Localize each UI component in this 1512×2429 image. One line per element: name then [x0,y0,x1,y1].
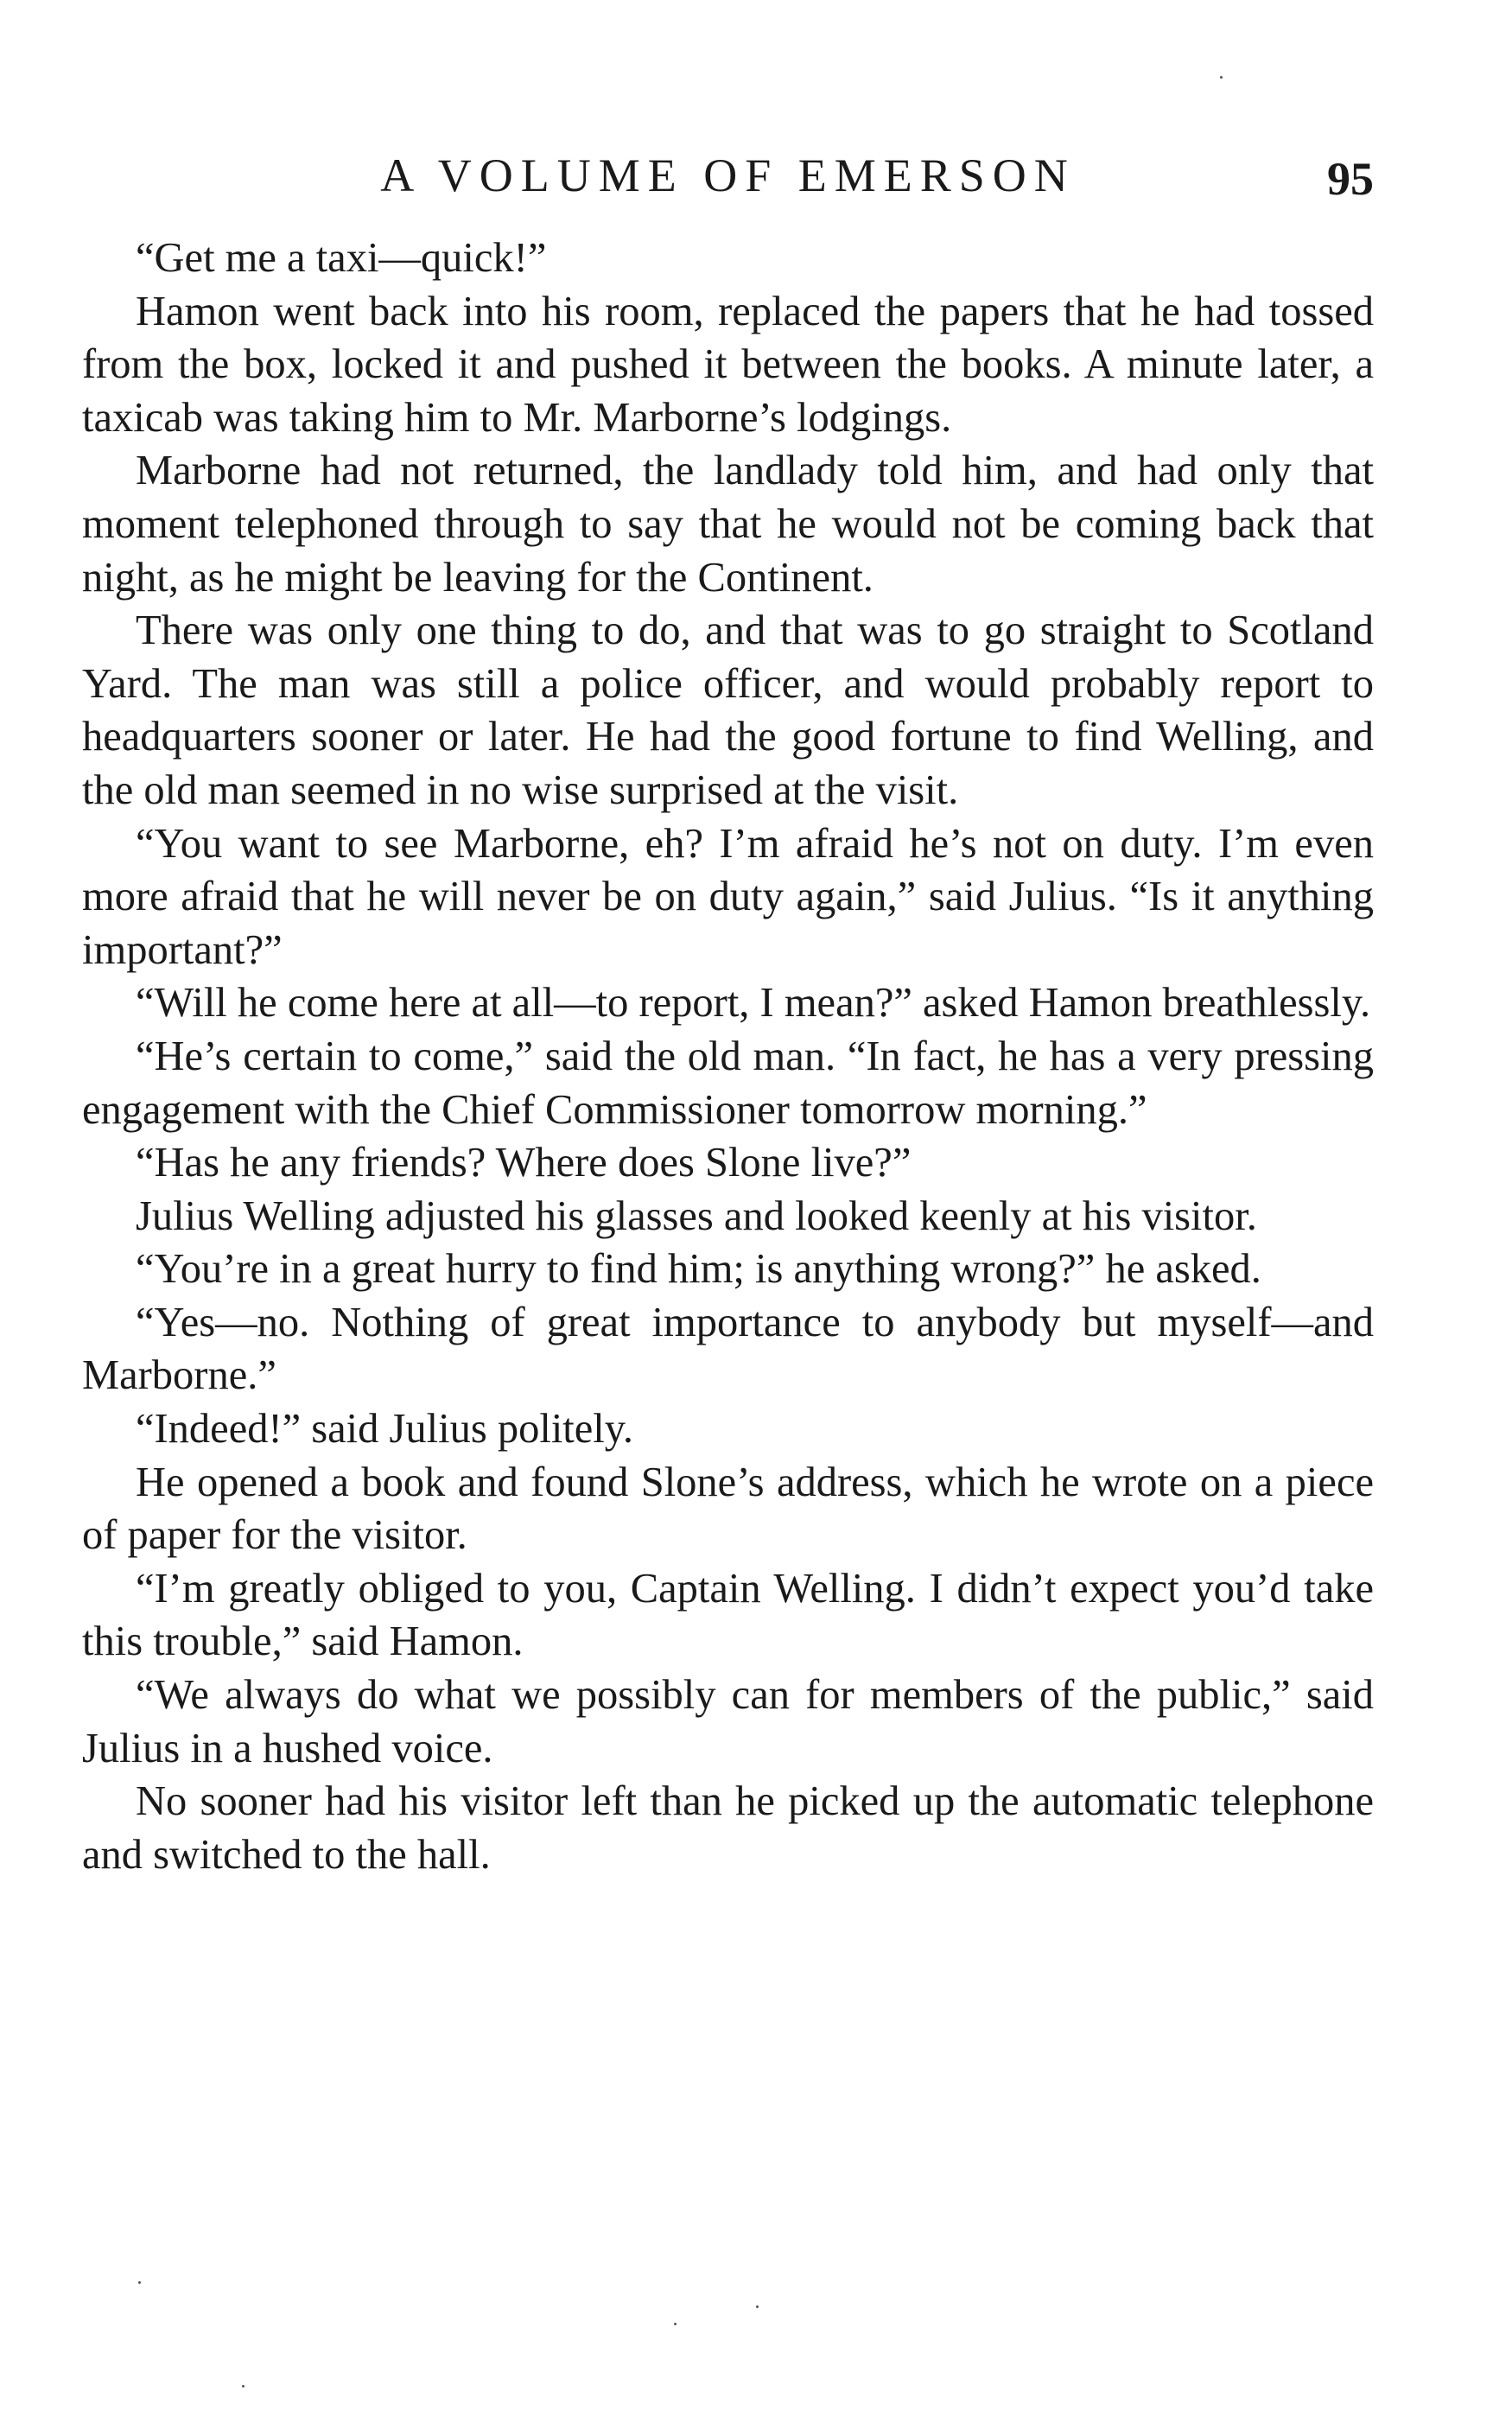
paragraph: “Get me a taxi—quick!” [136,235,547,281]
paragraph: “He’s certain to come,” said the old man. “In fact, he has a very pressing engagement with the Chief Commissioner tomorrow morning.” [82,1033,1374,1133]
running-title: A VOLUME OF EMERSON [380,149,1076,201]
paragraph: “I’m greatly obliged to you, Captain Welling. I didn’t expect you’d take this trouble,” said Hamon. [82,1565,1374,1665]
paper-speck [1220,76,1223,79]
paper-speck [242,2385,245,2388]
paper-speck [756,2305,759,2308]
paragraph: Marborne had not returned, the landlady told him, and had only that moment telephoned through to say that he would not be coming back that night, as he might be leaving for the Continent. [82,448,1374,601]
paragraph: “You’re in a great hurry to find him; is anything wrong?” he asked. [136,1246,1261,1293]
body-text [82,232,1374,1881]
paragraph: Hamon went back into his room, replaced the papers that he had tossed from the box, locked it and pushed it between the books. A minute later, a taxicab was taking him to Mr. Marborne’s lodgings. [82,288,1374,441]
paragraph: “You want to see Marborne, eh? I’m afraid he’s not on duty. I’m even more afraid that he will never be on duty again,” said Julius. “Is it anything important?” [82,820,1374,973]
paragraph: Julius Welling adjusted his glasses and looked keenly at his visitor. [136,1192,1257,1239]
paper-speck [674,2323,677,2325]
paragraph: “Will he come here at all—to report, I mean?” asked Hamon breathlessly. [136,980,1371,1027]
paragraph: “Yes—no. Nothing of great importance to anybody but myself—and Marborne.” [82,1299,1374,1399]
page-header [82,145,1374,206]
paragraph: “We always do what we possibly can for members of the public,” said Julius in a hushed voice. [82,1672,1374,1771]
paragraph: “Indeed!” said Julius politely. [136,1406,634,1453]
page-number: 95 [1327,153,1374,205]
paragraph: He opened a book and found Slone’s address, which he wrote on a piece of paper for the visitor. [82,1459,1374,1559]
paragraph: “Has he any friends? Where does Slone live?” [136,1140,912,1186]
paragraph: There was only one thing to do, and that was to go straight to Scotland Yard. The man was still a police officer, and would probably report to headquarters sooner or later. He had the good fortune to find Welling, and the old man seemed in no wise surprised at the visit. [82,607,1374,813]
paragraph: No sooner had his visitor left than he picked up the automatic telephone and switched to the hall. [82,1778,1374,1878]
paper-speck [138,2281,141,2284]
